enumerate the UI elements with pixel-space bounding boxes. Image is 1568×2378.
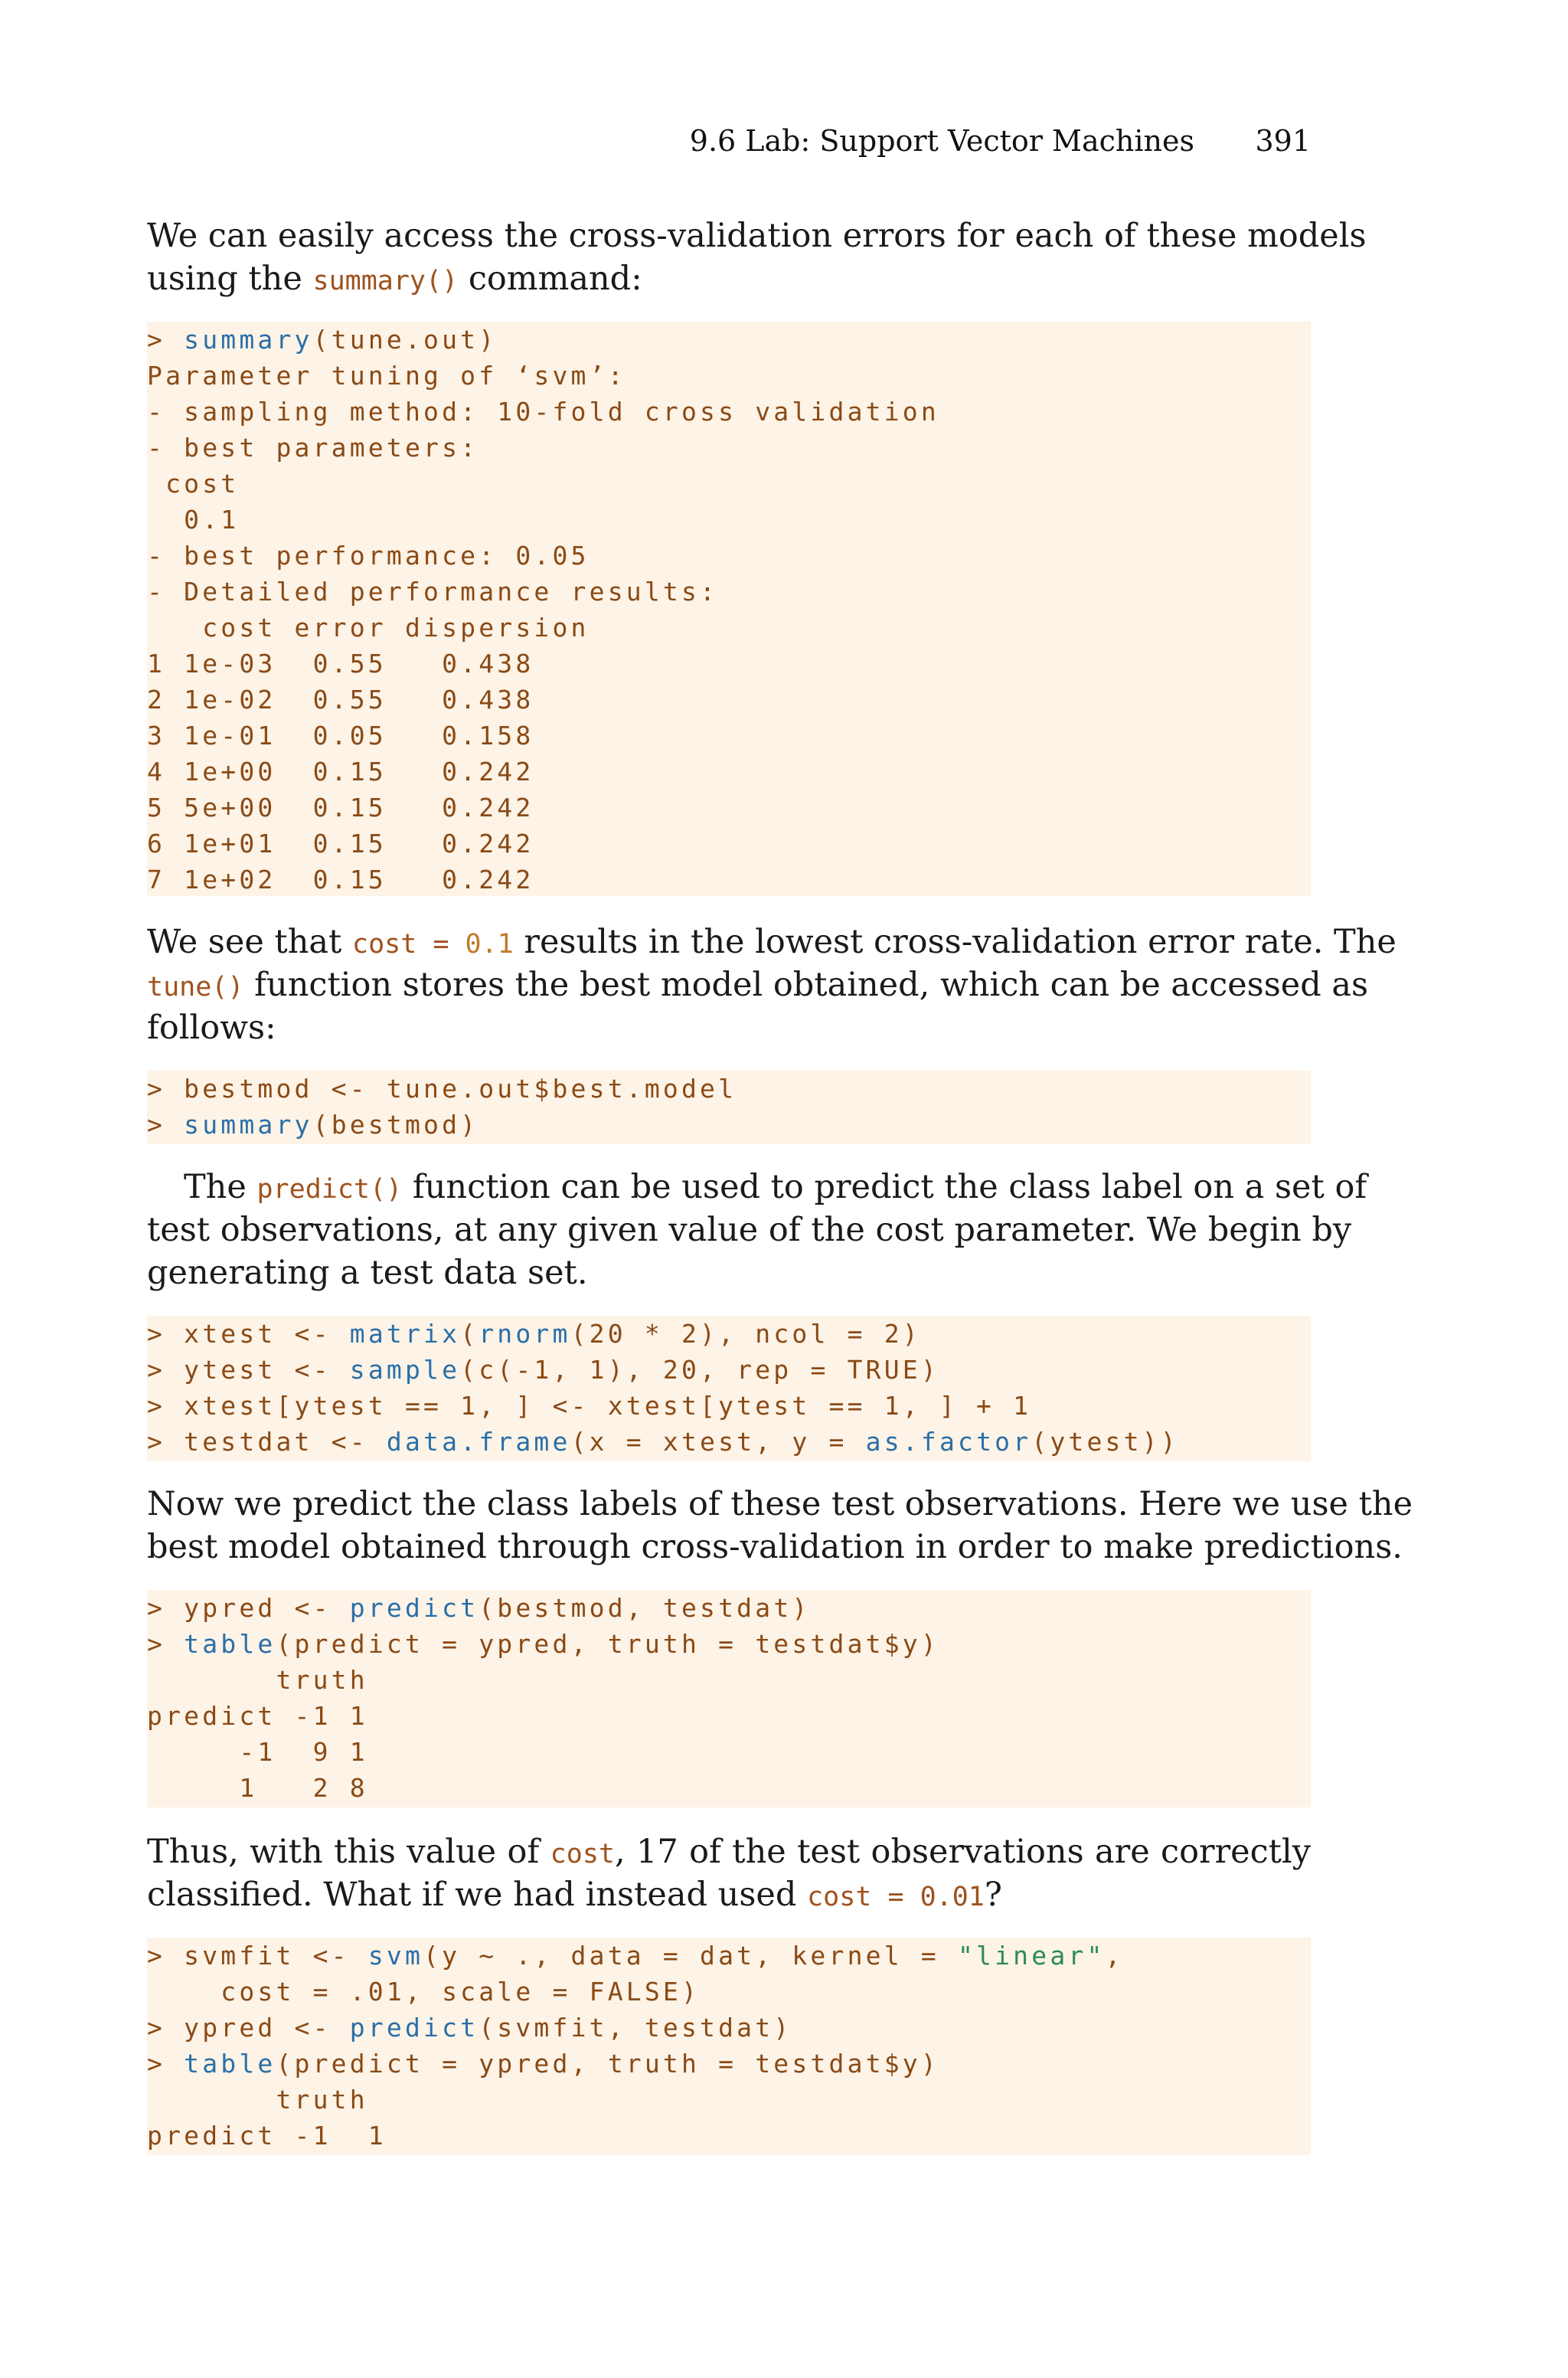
code-run: > ypred <- — [147, 1593, 350, 1623]
code-run: ( — [460, 1319, 479, 1349]
text-run: ? — [984, 1876, 1002, 1914]
code-line: - best parameters: — [147, 433, 479, 463]
paragraph-intro — [147, 214, 1367, 300]
text-line — [147, 1830, 1311, 1873]
running-title: 9.6 Lab: Support Vector Machines — [689, 124, 1194, 158]
code-line: truth — [147, 1665, 368, 1695]
text-line — [147, 257, 1311, 300]
code-function: summary — [184, 1110, 313, 1140]
code-line — [147, 2046, 1311, 2082]
code-run: (c(-1, 1), 20, rep = TRUE) — [460, 1355, 939, 1385]
paragraph-predict-labels — [147, 1483, 1413, 1568]
code-line: 1 1e-03 0.55 0.438 — [147, 649, 534, 679]
text-run: function can be used to predict the class label on a set of — [402, 1168, 1367, 1206]
code-line: cost error dispersion — [147, 613, 590, 643]
code-line: Parameter tuning of ‘svm’: — [147, 361, 626, 391]
code-line: cost — [147, 469, 240, 499]
code-line: - sampling method: 10-fold cross validation — [147, 397, 939, 427]
code-line — [147, 2010, 1311, 2046]
code-function: sample — [349, 1355, 461, 1385]
code-line — [147, 1352, 1311, 1388]
inline-code-number: 0.1 — [465, 929, 514, 960]
text-line: We can easily access the cross-validation errors for each of these models — [147, 217, 1367, 255]
code-run: (x = xtest, y = — [570, 1427, 866, 1457]
code-run: > — [147, 325, 185, 355]
text-line — [147, 921, 1396, 963]
code-line — [147, 1590, 1311, 1626]
text-run: function stores the best model obtained, which can be accessed as — [243, 966, 1369, 1004]
code-block-confusion-1 — [147, 1590, 1311, 1807]
code-function: summary — [184, 325, 313, 355]
code-line: > bestmod <- tune.out$best.model — [147, 1074, 737, 1104]
code-function: predict — [349, 2013, 479, 2043]
inline-code: cost = 0.01 — [807, 1882, 985, 1912]
code-block-bestmod — [147, 1071, 1311, 1144]
code-line: 1 2 8 — [147, 1773, 368, 1803]
code-line — [147, 1626, 1311, 1662]
text-line — [147, 1166, 1367, 1209]
text-line — [147, 963, 1369, 1006]
code-run: > xtest <- — [147, 1319, 350, 1349]
code-line: -1 9 1 — [147, 1737, 368, 1767]
code-line: 6 1e+01 0.15 0.242 — [147, 829, 534, 859]
code-run: (tune.out) — [312, 325, 498, 355]
code-block-summary — [147, 322, 1311, 896]
code-run: > ypred <- — [147, 2013, 350, 2043]
code-run: (bestmod, testdat) — [479, 1593, 811, 1623]
code-function: predict — [349, 1593, 479, 1623]
text-line: Now we predict the class labels of these test observations. Here we use the — [147, 1485, 1413, 1523]
code-run: (svmfit, testdat) — [479, 2013, 792, 2043]
code-block-svmfit — [147, 1938, 1311, 2155]
code-line: 4 1e+00 0.15 0.242 — [147, 757, 534, 787]
code-line: 2 1e-02 0.55 0.438 — [147, 685, 534, 715]
code-run: > — [147, 1629, 185, 1659]
paragraph-predict — [147, 1166, 1367, 1294]
code-line: 5 5e+00 0.15 0.242 — [147, 793, 534, 823]
code-function: matrix — [349, 1319, 461, 1349]
code-line: cost = .01, scale = FALSE) — [147, 1977, 701, 2007]
code-function: as.factor — [865, 1427, 1032, 1457]
text-line: follows: — [147, 1009, 276, 1047]
code-line: > xtest[ytest == 1, ] <- xtest[ytest == 1, ] + 1 — [147, 1391, 1032, 1421]
code-run: (ytest)) — [1031, 1427, 1179, 1457]
text-run: , 17 of the test observations are correctly — [614, 1833, 1311, 1871]
code-run: (20 * 2), ncol = 2) — [570, 1319, 921, 1349]
code-line: - best performance: 0.05 — [147, 541, 590, 571]
code-function: rnorm — [479, 1319, 571, 1349]
inline-code: tune() — [147, 972, 244, 1003]
code-function: table — [184, 1629, 276, 1659]
text-line: best model obtained through cross-validation in order to make predictions. — [147, 1528, 1403, 1566]
text-line: test observations, at any given value of the cost parameter. We begin by — [147, 1211, 1352, 1249]
code-run: > — [147, 1110, 185, 1140]
code-function: svm — [368, 1941, 424, 1971]
text-run: results in the lowest cross-validation error rate. The — [513, 923, 1396, 961]
code-run: > svmfit <- — [147, 1941, 368, 1971]
code-line: - Detailed performance results: — [147, 577, 719, 607]
code-line — [147, 1938, 1311, 1974]
page-number: 391 — [1255, 124, 1311, 158]
code-function: table — [184, 2049, 276, 2079]
code-run: > — [147, 2049, 185, 2079]
inline-code: predict() — [256, 1174, 403, 1205]
code-function: data.frame — [386, 1427, 571, 1457]
text-run: command: — [458, 260, 642, 298]
code-run: > ytest <- — [147, 1355, 350, 1385]
code-block-testdata — [147, 1316, 1311, 1461]
code-run: (bestmod) — [312, 1110, 479, 1140]
code-line: 3 1e-01 0.05 0.158 — [147, 721, 534, 751]
code-run: (predict = ypred, truth = testdat$y) — [276, 1629, 939, 1659]
code-run: (predict = ypred, truth = testdat$y) — [276, 2049, 939, 2079]
code-run: > testdat <- — [147, 1427, 387, 1457]
code-run: (y ~ ., data = dat, kernel = — [423, 1941, 958, 1971]
text-run: The — [184, 1168, 257, 1206]
code-line — [147, 322, 1311, 358]
inline-code: summary() — [312, 266, 459, 296]
code-line: predict -1 1 — [147, 1701, 368, 1731]
text-line — [147, 1873, 1311, 1916]
text-run: classified. What if we had instead used — [147, 1876, 808, 1914]
inline-code: cost = — [352, 929, 466, 960]
text-run: We see that — [147, 923, 352, 961]
text-line: generating a test data set. — [147, 1254, 588, 1292]
text-run: Thus, with this value of — [147, 1833, 550, 1871]
code-line: 7 1e+02 0.15 0.242 — [147, 865, 534, 895]
code-line: predict -1 1 — [147, 2121, 387, 2151]
text-run: using the — [147, 260, 313, 298]
code-line — [147, 1316, 1311, 1352]
paragraph-cost-question — [147, 1830, 1311, 1916]
code-string: "linear" — [957, 1941, 1106, 1971]
code-line — [147, 1424, 1311, 1460]
inline-code: cost — [550, 1839, 615, 1869]
running-header — [147, 124, 1311, 170]
code-line — [147, 1107, 1311, 1143]
code-line: 0.1 — [147, 505, 240, 535]
code-line: truth — [147, 2085, 368, 2115]
code-run: , — [1105, 1941, 1124, 1971]
paragraph-best-cost — [147, 921, 1396, 1049]
